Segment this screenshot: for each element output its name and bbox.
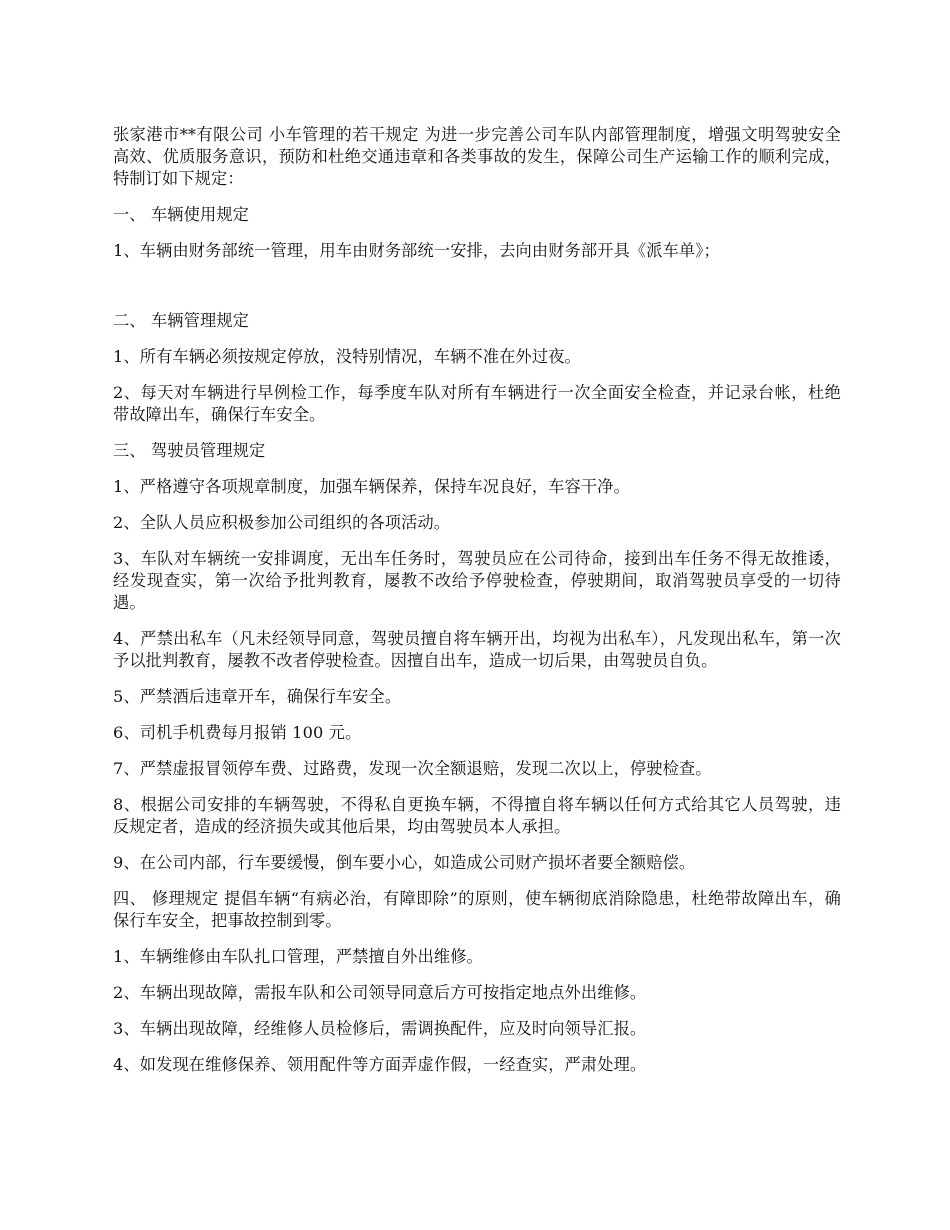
rule-paragraph: 6、司机手机费每月报销 100 元。 (113, 723, 362, 742)
rule-paragraph: 1、车辆维修由车队扎口管理，严禁擅自外出维修。 (113, 947, 483, 966)
section-heading-vehicle-use: 一、 车辆使用规定 (113, 205, 249, 224)
rule-paragraph: 2、车辆出现故障，需报车队和公司领导同意后方可按指定地点外出维修。 (113, 983, 647, 1002)
rule-paragraph: 4、严禁出私车（凡未经领导同意，驾驶员擅自将车辆开出，均视为出私车），凡发现出私车，第一次予以批判教育，屡教不改者停驶检查。因擅自出车，造成一切后果，由驾驶员自负。 (113, 629, 841, 670)
rule-paragraph: 7、严禁虚报冒领停车费、过路费，发现一次全额退赔，发现二次以上，停驶检查。 (113, 759, 712, 778)
rule-paragraph: 2、全队人员应积极参加公司组织的各项活动。 (113, 513, 451, 532)
rule-paragraph: 9、在公司内部，行车要缓慢，倒车要小心，如造成公司财产损坏者要全额赔偿。 (113, 853, 696, 872)
intro-paragraph: 张家港市**有限公司 小车管理的若干规定 为进一步完善公司车队内部管理制度，增强文明驾驶安全高效、优质服务意识，预防和杜绝交通违章和各类事故的发生，保障公司生产运输工作的顺利完成，特制订如下规定： (113, 125, 841, 188)
rule-paragraph: 1、所有车辆必须按规定停放，没特别情况，车辆不准在外过夜。 (113, 347, 581, 366)
rule-paragraph: 4、如发现在维修保养、领用配件等方面弄虚作假，一经查实，严肃处理。 (113, 1055, 647, 1074)
rule-paragraph: 2、每天对车辆进行早例检工作，每季度车队对所有车辆进行一次全面安全检查，并记录台帐，杜绝带故障出车，确保行车安全。 (113, 383, 841, 424)
rule-paragraph: 1、严格遵守各项规章制度，加强车辆保养，保持车况良好，车容干净。 (113, 477, 630, 496)
section-heading-driver-management: 三、 驾驶员管理规定 (113, 441, 266, 460)
rule-paragraph: 3、车队对车辆统一安排调度，无出车任务时，驾驶员应在公司待命，接到出车任务不得无故推诿，经发现查实，第一次给予批判教育，屡教不改给予停驶检查，停驶期间，取消驾驶员享受的一切待遇。 (113, 549, 841, 612)
section-heading-repair: 四、 修理规定 提倡车辆“有病必治，有障即除”的原则，使车辆彻底消除隐患，杜绝带故障出车，确保行车安全，把事故控制到零。 (113, 889, 841, 930)
rule-paragraph: 1、车辆由财务部统一管理，用车由财务部统一安排，去向由财务部开具《派车单》； (113, 241, 720, 260)
rule-paragraph: 5、严禁酒后违章开车，确保行车安全。 (113, 687, 402, 706)
document-page (113, 124, 841, 1090)
rule-paragraph: 8、根据公司安排的车辆驾驶，不得私自更换车辆，不得擅自将车辆以任何方式给其它人员驾驶，违反规定者，造成的经济损失或其他后果，均由驾驶员本人承担。 (113, 795, 841, 836)
section-heading-vehicle-management: 二、 车辆管理规定 (113, 311, 249, 330)
rule-paragraph: 3、车辆出现故障，经维修人员检修后，需调换配件，应及时向领导汇报。 (113, 1019, 647, 1038)
